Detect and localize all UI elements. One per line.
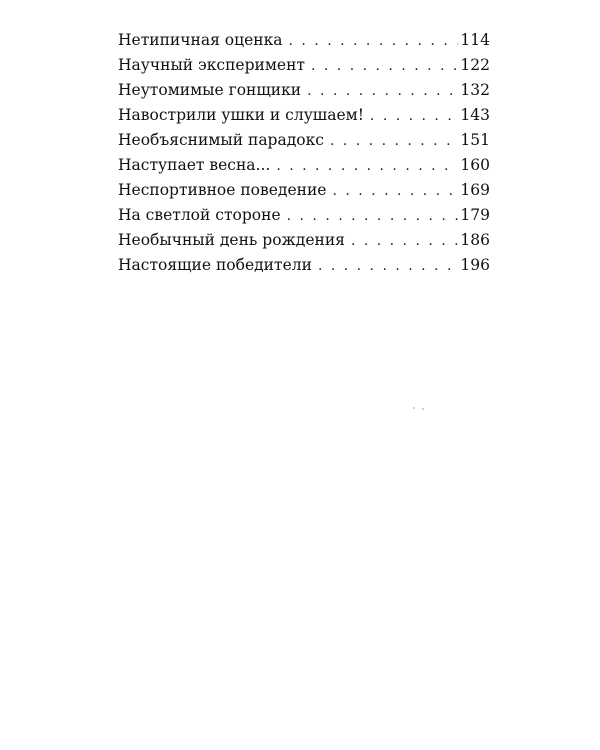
toc-entry-title: Неутомимые гонщики — [118, 81, 302, 99]
toc-entry — [118, 203, 490, 228]
toc-dot-leader — [289, 29, 459, 54]
scan-speck-dot — [413, 407, 415, 409]
toc-entry-page: 186 — [460, 231, 490, 249]
toc-dot-leader — [276, 154, 458, 179]
toc-entry-title: Необъяснимый парадокс — [118, 131, 324, 149]
toc-entry — [118, 228, 490, 253]
toc-entry-title: Нетипичная оценка — [118, 31, 283, 49]
toc-dot-leader — [318, 254, 458, 279]
toc-entry — [118, 103, 490, 128]
toc-entry-title: Неспортивное поведение — [118, 181, 327, 199]
toc-entry-page: 132 — [460, 81, 490, 99]
scan-speck — [413, 407, 427, 409]
toc-dot-leader — [330, 129, 458, 154]
toc-entry-title: Навострили ушки и слушаем! — [118, 106, 364, 124]
toc-dot-leader — [311, 54, 458, 79]
scan-speck-dot — [422, 408, 424, 410]
toc-entry-page: 160 — [460, 156, 490, 174]
toc-entry-title: Научный эксперимент — [118, 56, 305, 74]
toc-dot-leader — [351, 229, 458, 254]
toc-entry-title: Наступает весна... — [118, 156, 271, 174]
table-of-contents — [118, 28, 490, 278]
toc-entry-title: Необычный день рождения — [118, 231, 345, 249]
toc-entry-page: 196 — [460, 256, 490, 274]
toc-entry-page: 143 — [460, 106, 490, 124]
toc-entry-page: 122 — [460, 56, 490, 74]
toc-entry-title: На светлой стороне — [118, 206, 281, 224]
toc-entry — [118, 28, 490, 53]
toc-entry — [118, 253, 490, 278]
toc-dot-leader — [370, 104, 458, 129]
toc-entry — [118, 53, 490, 78]
toc-dot-leader — [287, 204, 459, 229]
toc-entry — [118, 78, 490, 103]
toc-entry-page: 114 — [460, 31, 490, 49]
toc-entry-page: 151 — [460, 131, 490, 149]
toc-dot-leader — [307, 79, 458, 104]
toc-entry-page: 169 — [460, 181, 490, 199]
toc-entry-title: Настоящие победители — [118, 256, 312, 274]
toc-entry-page: 179 — [460, 206, 490, 224]
toc-entry — [118, 128, 490, 153]
toc-entry — [118, 178, 490, 203]
toc-dot-leader — [332, 179, 458, 204]
toc-entry — [118, 153, 490, 178]
